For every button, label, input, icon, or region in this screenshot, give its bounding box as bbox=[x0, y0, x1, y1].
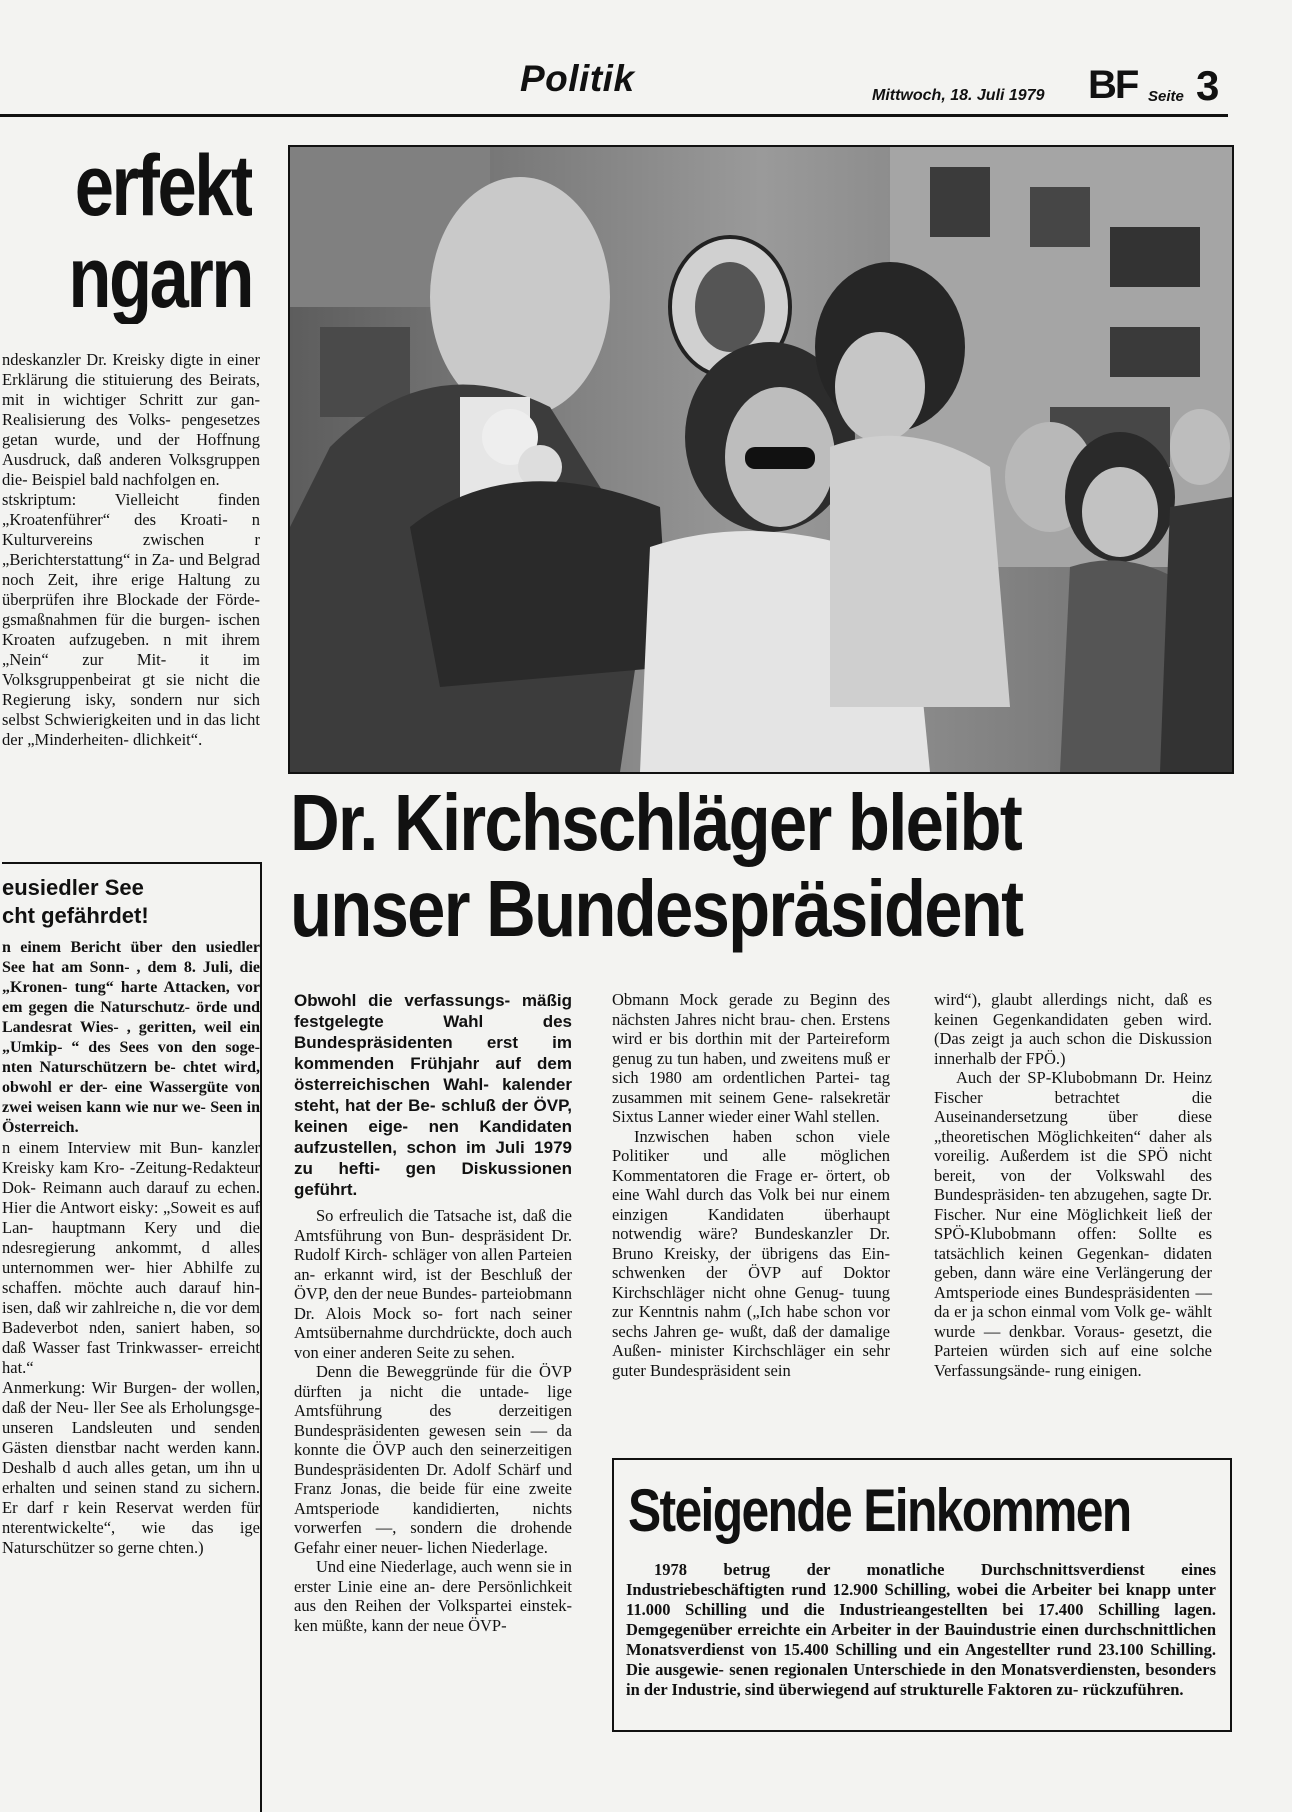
income-box bbox=[612, 1458, 1232, 1732]
article-paragraph: So erfreulich die Tatsache ist, daß die Amtsführung von Bun- despräsident Dr. Rudolf Kirch- schläger von allen Parteien an- erkannt wird, ist der Beschluß der ÖVP, den der neue Bundes- parteiobmann Dr. Alois Mock so- fort nach seiner Amtsübernahme durchdrückte, doch auch von einer anderen Seite zu sehen. bbox=[294, 1206, 572, 1362]
article-column-3 bbox=[934, 990, 1212, 1380]
page-number: 3 bbox=[1196, 62, 1220, 109]
newspaper-logo: BF bbox=[1088, 63, 1138, 107]
article-paragraph: Auch der SP-Klubobmann Dr. Heinz Fischer betrachtet die Auseinandersetzung über diese „theoretischen Möglichkeiten“ daher als voreilig. Außerdem ist die SPÖ nicht bereit, von der Volkswahl des Bundespräsiden- ten abzugehen, sagte Dr. Fischer. Nur eine Möglichkeit ließ der SPÖ-Klubobmann offen: Sollte es tatsächlich keinen Gegenkan- didaten geben, dann wäre eine Verlängerung der Amtsperiode eines Bundespräsidenten — da er ja schon einmal vom Volk ge- wählt wurde — denkbar. Voraus- gesetzt, die Parteien würden sich auf eine solche Verfassungsände- rung einigen. bbox=[934, 1068, 1212, 1380]
section-title: Politik bbox=[520, 58, 635, 99]
article-column-2 bbox=[612, 990, 890, 1380]
left-paragraph: stskriptum: Vielleicht finden „Kroatenführer“ des Kroati- n Kulturvereins zwischen r „Berichterstattung“ in Za- und Belgrad noch Zeit, ihre erige Haltung zu überprüfen ihre Blockade der Förde- gsmaßnahmen für die burgen- ischen Kroaten aufzugeben. n mit ihrem „Nein“ zur Mit- it im Volksgruppenbeirat gt sie nicht die Regierung isky, sondern nur sich selbst Schwierigkeiten und in das licht der „Minderheiten- dlichkeit“. bbox=[2, 490, 260, 749]
left-article-body bbox=[2, 350, 260, 750]
photo-illustration bbox=[290, 147, 1232, 772]
article-paragraph: Und eine Niederlage, auch wenn sie in erster Linie eine an- dere Persönlichkeit aus den Reihen der Volkspartei einstek- ken müßte, kann der neue ÖVP- bbox=[294, 1557, 572, 1635]
article-lead: Obwohl die verfassungs- mäßig festgelegte Wahl des Bundespräsidenten erst im kommenden Frühjahr auf dem österreichischen Wahl- kalender steht, hat der Be- schluß der ÖVP, keinen eige- nen Kandidaten aufzustellen, schon im Juli 1979 zu hefti- gen Diskussionen geführt. bbox=[294, 991, 572, 1199]
main-headline: Dr. Kirchschläger bleibt unser Bundespräsident bbox=[290, 778, 1023, 953]
box-paragraph: Anmerkung: Wir Burgen- der wollen, daß der Neu- ller See als Erholungsge- unseren Landsleuten und senden Gästen dienstbar nacht werden kann. Deshalb d auch alles getan, um ihn u erhalten und seinen stand zu sichern. Er darf r kein Reservat werden für nterentwickelte“, wie das ige Naturschützer so gerne chten.) bbox=[2, 1378, 260, 1557]
page-label: Seite bbox=[1148, 88, 1184, 105]
box-lead: n einem Bericht über den usiedler See hat am Sonn- , dem 8. Juli, die „Kronen- tung“ harte Attacken, vor em gegen die Naturschutz- örde und Landesrat Wies- , geritten, weil ein „Umkip- “ des Sees von den soge- nten Naturschützern be- chtet wird, obwohl er der- eine Wassergüte von zwei weisen kann wie nur we- Seen in Österreich. bbox=[2, 939, 260, 1136]
article-column-1 bbox=[294, 990, 572, 1635]
box-paragraph: n einem Interview mit Bun- kanzler Kreisky kam Kro- -Zeitung-Redakteur Dok- Reimann auch darauf zu echen. Hier die Antwort eisky: „Soweit es auf Lan- hauptmann Kery und die ndesregierung ankommt, d alles unternommen wer- hier Abhilfe zu schaffen. möchte auch darauf hin- isen, daß wir zahlreiche n, die vor dem Badeverbot nden, saniert haben, so daß Wasser fast Trinkwasser- erreicht hat.“ bbox=[2, 1138, 260, 1377]
header-rule bbox=[0, 114, 1228, 117]
article-paragraph: wird“), glaubt allerdings nicht, daß es keinen Gegenkandidaten geben wird. (Das zeigt ja auch schon die Diskussion innerhalb der FPÖ.) bbox=[934, 990, 1212, 1068]
left-headline: erfekt ngarn bbox=[68, 140, 252, 324]
left-paragraph: ndeskanzler Dr. Kreisky digte in einer Erklärung die stituierung des Beirats, mit in wichtiger Schritt zur gan- Realisierung des Volks- pengesetzes getan wurde, und der Hoffnung Ausdruck, daß anderen Volksgruppen die- Beispiel bald nachfolgen en. bbox=[2, 350, 260, 489]
article-paragraph: Inzwischen haben schon viele Politiker und alle möglichen Kommentatoren die Frage er- örtert, ob eine Wahl durch das Volk bei nur einem einzigen Kandidaten überhaupt notwendig wäre? Bundeskanzler Dr. Bruno Kreisky, der übrigens das Ein- schwenken der ÖVP auf Doktor Kirchschläger nicht ohne Genug- tuung zur Kenntnis nahm („Ich habe schon vor sechs Jahren ge- wußt, daß der damalige Außen- minister Kirchschläger ein sehr guter Bundespräsident sein bbox=[612, 1126, 890, 1380]
neusiedler-see-box bbox=[2, 862, 262, 1812]
article-paragraph: Denn die Beweggründe für die ÖVP dürften ja nicht die untade- lige Amtsführung des derzeitigen Bundespräsidenten gewesen sein — da konnte die ÖVP auch den seinerzeitigen Bundespräsidenten Dr. Adolf Schärf und Franz Jonas, die beide für eine zweite Amtsperiode kandidierten, nichts vorwerfen —, sondern die drohende Gefahr einer neuer- lichen Niederlage. bbox=[294, 1362, 572, 1557]
income-text: 1978 betrug der monatliche Durchschnittsverdienst eines Industriebeschäftigten rund 12.900 Schilling, wobei die Arbeiter bei knapp unter 11.000 Schilling und die Industrieangestellten bei 17.400 Schilling lagen. Demgegenüber erreichte ein Arbeiter in der Bauindustrie einen durchschnittlichen Monatsverdienst von 15.400 Schilling und ein Angestellter rund 23.100 Schilling. Die ausgewie- senen regionalen Unterschiede in den Monatsverdiensten, besonders in der Industrie, sind überwiegend auf strukturelle Faktoren zu- rückzuführen. bbox=[626, 1560, 1216, 1699]
news-photo bbox=[288, 145, 1234, 774]
box-headline: eusiedler See cht gefährdet! bbox=[2, 875, 149, 928]
article-paragraph: Obmann Mock gerade zu Beginn des nächsten Jahres nicht brau- chen. Erstens wird er bis dorthin mit der Parteireform genug zu tun haben, und zweitens muß er sich 1980 am ordentlichen Partei- tag zusammen mit seinem Gene- ralsekretär Sixtus Lanner wieder einer Wahl stellen. bbox=[612, 990, 890, 1126]
issue-date: Mittwoch, 18. Juli 1979 bbox=[872, 87, 1045, 104]
income-headline: Steigende Einkommen bbox=[628, 1477, 1131, 1544]
